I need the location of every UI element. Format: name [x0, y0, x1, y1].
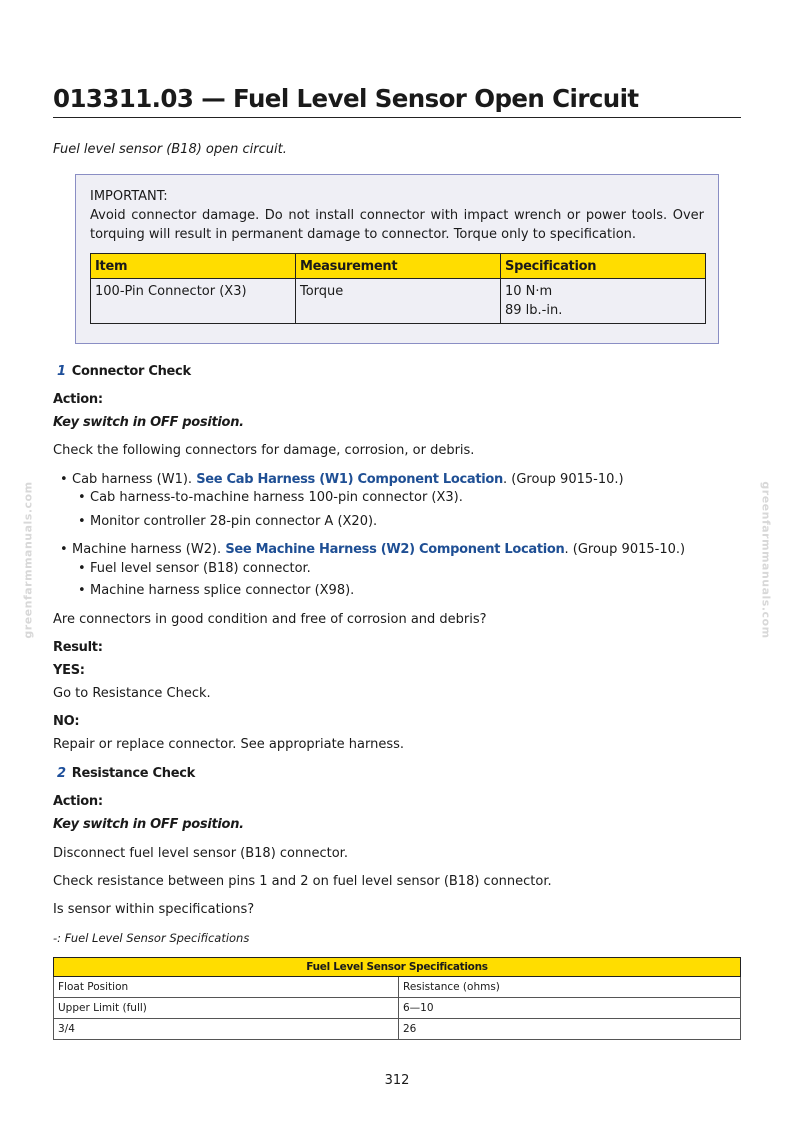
cell-float-position: Upper Limit (full): [54, 998, 399, 1019]
subtitle: Fuel level sensor (B18) open circuit.: [53, 142, 287, 157]
cab-harness-suffix: . (Group 9015-10.): [503, 472, 624, 487]
machine-harness-prefix: Machine harness (W2).: [72, 542, 222, 557]
yes-text: Go to Resistance Check.: [53, 686, 211, 701]
header-resistance: Resistance (ohms): [399, 977, 741, 998]
table-row: [54, 1019, 741, 1040]
cab-harness-prefix: Cab harness (W1).: [72, 472, 193, 487]
step-1-question: Are connectors in good condition and free of corrosion and debris?: [53, 612, 487, 627]
fuel-level-spec-table: [53, 957, 741, 1040]
cell-specification: [501, 279, 706, 324]
cell-measurement: Torque: [296, 279, 501, 324]
table-header-row: [54, 977, 741, 998]
cab-harness-link[interactable]: See Cab Harness (W1) Component Location: [196, 472, 503, 487]
result-label: Result:: [53, 640, 103, 655]
step-1-title: Connector Check: [71, 364, 191, 379]
list-item: • Cab harness-to-machine harness 100-pin connector (X3).: [90, 490, 463, 505]
yes-label: YES:: [53, 663, 85, 678]
important-heading: IMPORTANT:: [90, 189, 168, 204]
header-specification: Specification: [501, 254, 706, 279]
no-label: NO:: [53, 714, 80, 729]
step-1-key-switch: Key switch in OFF position.: [53, 415, 244, 430]
machine-harness-suffix: . (Group 9015-10.): [564, 542, 686, 557]
list-item: • Machine harness splice connector (X98).: [90, 583, 354, 598]
header-measurement: Measurement: [296, 254, 501, 279]
step-2-line-2: Check resistance between pins 1 and 2 on fuel level sensor (B18) connector.: [53, 874, 552, 889]
step-1-heading: [57, 364, 191, 379]
cell-resistance: 6—10: [399, 998, 741, 1019]
step-2-line-1: Disconnect fuel level sensor (B18) connector.: [53, 846, 348, 861]
table-row: [54, 998, 741, 1019]
spec-line-imperial: 89 lb.-in.: [505, 303, 563, 318]
watermark-left: greenfarmmanuals.com: [21, 481, 35, 639]
important-text: Avoid connector damage. Do not install connector with impact wrench or power tools. Over torquing will result in permanent damage to connector. Torque only to specification.: [90, 208, 704, 242]
fuel-table-title: Fuel Level Sensor Specifications: [54, 958, 741, 977]
step-2-action-label: Action:: [53, 794, 103, 809]
page-number: 312: [384, 1073, 410, 1088]
step-1-action-label: Action:: [53, 392, 103, 407]
header-float-position: Float Position: [54, 977, 399, 998]
torque-spec-table: [90, 253, 706, 324]
step-2-key-switch: Key switch in OFF position.: [53, 817, 244, 832]
step-1-number: 1: [57, 364, 66, 379]
watermark-right: greenfarmmanuals.com: [759, 481, 773, 639]
table-row: [91, 279, 706, 324]
table-caption: -: Fuel Level Sensor Specifications: [53, 931, 250, 945]
spec-line-metric: 10 N·m: [505, 284, 553, 299]
list-item: • Fuel level sensor (B18) connector.: [90, 561, 311, 576]
no-text: Repair or replace connector. See appropriate harness.: [53, 737, 405, 752]
cell-item: 100-Pin Connector (X3): [91, 279, 296, 324]
list-item: • Monitor controller 28-pin connector A (X20).: [90, 514, 377, 529]
step-2-number: 2: [57, 766, 66, 781]
step-2-heading: [57, 766, 195, 781]
page-title: 013311.03 — Fuel Level Sensor Open Circuit: [53, 84, 741, 118]
machine-harness-link[interactable]: See Machine Harness (W2) Component Location: [225, 542, 565, 557]
step-2-question: Is sensor within specifications?: [53, 902, 255, 917]
step-2-title: Resistance Check: [71, 766, 195, 781]
step-1-instruction: Check the following connectors for damage, corrosion, or debris.: [53, 443, 475, 458]
important-box: [75, 174, 719, 344]
list-item-cab-harness: [72, 472, 624, 487]
header-item: Item: [91, 254, 296, 279]
cell-resistance: 26: [399, 1019, 741, 1040]
cell-float-position: 3/4: [54, 1019, 399, 1040]
list-item-machine-harness: [72, 542, 685, 557]
